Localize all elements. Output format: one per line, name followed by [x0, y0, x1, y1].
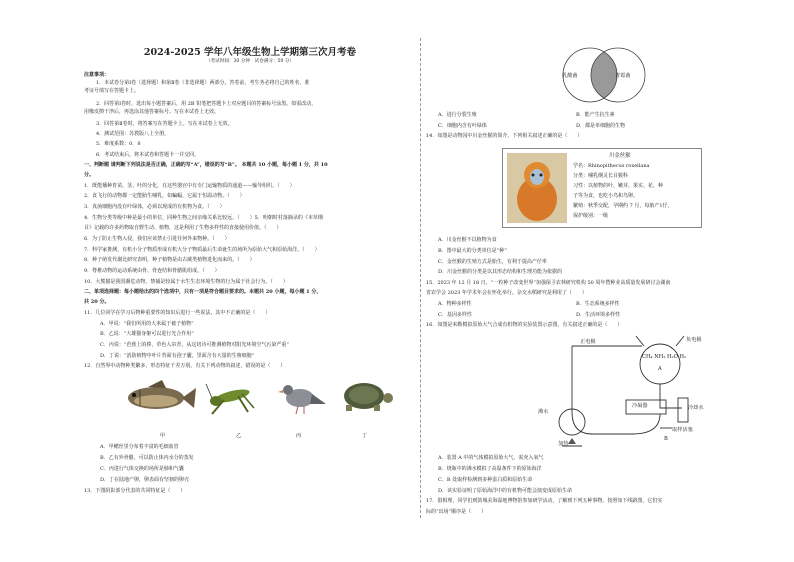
option: A．进行分裂生殖	[438, 112, 477, 118]
option: A．物种多样性	[438, 301, 472, 307]
question-15-cont: 省农学会 2023 年学术年会在怀化举行。杂交水稻研究是利用了（ ）	[426, 290, 587, 296]
pigeon-image	[278, 385, 326, 414]
animal-label: 丁	[362, 433, 368, 439]
option: C．丙进行气体交换的场所是肺和气囊	[100, 466, 184, 472]
page-title: 2024-2025 学年八年级生物上学期第三次月考卷	[143, 47, 357, 58]
option: A．甲说：“我们所用的大米属于被子植物”	[100, 321, 194, 327]
card-line: 学名：Rhinopithecus roxellana	[573, 163, 650, 169]
card-line: 分类：哺乳纲灵长目猴科	[573, 173, 629, 179]
card-line: 保护级别：一级	[573, 213, 609, 219]
monkey-info-card	[502, 148, 702, 228]
option: D．丁说：“消防植物中叶片背面有孢子囊，里面含有大量的生殖细胞”	[100, 353, 255, 359]
section2-heading-cont: 共 20 分。	[84, 299, 110, 305]
turtle-image	[344, 383, 393, 411]
question-17: 17．借相理，同学们到鼓城美海湿地博物馆参加研学活动，了解到下列五种事物。按照如下线路图，它们实	[426, 498, 663, 504]
judge-item: 9．脊椎动物的运动系统由骨、骨连结和骨骼肌组成。（ ）	[84, 268, 220, 274]
option: A．川金丝猴不以植物为食	[438, 237, 497, 243]
fish-image	[128, 380, 196, 409]
option: B．乙有外骨骼，可以防止体内水分的蒸发	[100, 455, 194, 461]
option: B．能产生抗生素	[576, 112, 615, 118]
card-line: 子等为食，也吃小鸟和鸟卵。	[573, 193, 639, 199]
question-13: 13．下图阴影部分代表的共同特征是（ ）	[84, 488, 186, 494]
option: C．B 处取样检测到多种蛋白质和原始生命	[438, 477, 533, 483]
option: B．乙说：“大雄猫身躯可以进行光合作用”	[100, 331, 194, 337]
notes-heading: 注意事项：	[84, 72, 110, 78]
gas-label: CH₄ NH₃ H₂O H₂	[642, 354, 687, 360]
heat-label: 加热	[558, 441, 569, 447]
note-line: 5．难度系数：0．8	[96, 141, 141, 147]
judge-item: 2．食飞行的动物都一定能胎生哺乳，如蝙蝠，它属于恒温动物。（ ）	[84, 193, 245, 199]
note-line: 4．测试范围：苏教版八上全册。	[96, 131, 170, 137]
monkey-image	[507, 153, 567, 223]
card-title: 川金丝猴	[609, 153, 631, 159]
judge-item: 1．既能播种育苗，茎、叶的分化，在这些器官中有专门运输物质的通道——输导组织。（ ）	[84, 183, 295, 189]
column-divider	[420, 38, 422, 518]
judge-item: 目》记载的许多药物取自野生动、植物，这是利用了生物多样性的直接使用价值。（ ）	[84, 225, 282, 231]
option: A．甲鳃丝里分布着丰富的毛细血管	[100, 444, 179, 450]
animal-label: 丙	[296, 433, 302, 439]
judge-item: 7．科学家推测，有机小分子物质形成有机大分子物质最后生命诞生的场所为原始大气和原始海洋。（ ）	[84, 247, 320, 253]
option: D．川金丝猴的分类是以其形态结构和生理功能为依据的	[438, 269, 563, 275]
option: D．都是单细胞的生物	[576, 123, 626, 129]
venn-label-right: 青霉菌	[615, 73, 631, 79]
option: C．金丝猴的生殖方式是胎生，有利于提高产仔率	[438, 259, 547, 265]
animals-figure	[120, 374, 396, 430]
option: C．基因多样性	[438, 312, 472, 318]
judge-item: 3．真菌细胞内没有叶绿体，必须以现成的有机物为食。（ ）	[84, 204, 225, 210]
option: D．丁在陆地产卵，卵表面有坚韧的卵壳	[100, 477, 190, 483]
condenser-label: 冷凝器	[632, 403, 648, 409]
card-line: 习性：以植物的叶、嫩芽、果实、花、种	[573, 183, 664, 189]
animal-label: 乙	[236, 433, 242, 439]
negative-electrode-label: 负电极	[686, 337, 702, 343]
note-line: 3．回答第Ⅱ卷时，将答案写在答题卡上。写在本试卷上无效。	[96, 121, 233, 127]
option: D．该实验证明了原始海洋中的有机物可能会演变成原始生命	[438, 488, 573, 494]
option: B．图中最大的分类单位是“种”	[438, 248, 507, 254]
venn-label-left: 乳酸菌	[562, 73, 578, 79]
note-line: 考证号填写在答题卡上。	[84, 88, 140, 94]
flask-label-a: A	[658, 366, 662, 372]
option: D．生活环境多样性	[576, 312, 621, 318]
positive-electrode-label: 正电极	[580, 339, 596, 345]
boiling-water-label: 沸水	[538, 409, 549, 415]
question-11: 11．几位同学在学习后物种重要性的知识后进行一些说法，其中不正确的是（ ）	[84, 310, 271, 316]
option: B．生态系统多样性	[576, 301, 620, 307]
note-line: 1．本试卷分第Ⅰ卷（选择题）和第Ⅱ卷（非选择题）两部分。答卷前，考生务必将自己的姓名、准	[96, 80, 310, 86]
question-17-cont: 际的“出场”顺序是（ ）	[426, 509, 487, 515]
option: B．烧瓶中的沸水模拟了高温条件下的原始海洋	[438, 466, 542, 472]
question-16: 16．如图是米勒模拟原始大气合成有机物的实验装置示意图，有关叙述正确的是（ ）	[426, 322, 623, 328]
animal-label: 甲	[160, 433, 166, 439]
option: C．丙说：“芭蕉上的捧，草色入帘青，从这切诗可推测植物对阳光环境空气污染严重”	[100, 342, 289, 348]
question-14: 14．如图是动物园中川金丝猴的简介，下列相关叙述正确的是（ ）	[426, 133, 583, 139]
judge-item: 10．大熊猫是我国濒危动物，禁捕是较属于水生生态环境生物的行为属于社会行为。（ ）	[84, 279, 288, 285]
cold-water-label: 冷却水	[688, 405, 704, 411]
exam-info: （考试时间：30 分钟 试卷满分：50 分）	[205, 59, 295, 64]
judge-item: 8．种子萌发代谢比研究表明，种子植物是由古蕨类植物进化而来的。（ ）	[84, 257, 255, 263]
question-15: 15．2023 年 12 月 18 日，“一粒种子改变世界”加强保卫农林研究机构 50 周年暨种业高质量发展研讨会湖南	[426, 280, 671, 286]
option: C．细胞内含有叶绿体	[438, 123, 487, 129]
note-line: 2．回答第Ⅰ卷时，选出每小题答案后，用 2B 铅笔把答题卡上对应题目的答案标号涂黑。如需改动，	[96, 101, 317, 107]
note-line: 用橡皮擦干净后，再选涂其他答案标号。写在本试卷上无效。	[84, 109, 220, 115]
grasshopper-image	[206, 384, 254, 414]
sampling-valve-label: 取样活塞	[672, 427, 693, 433]
section1-heading-cont: 分。	[84, 172, 95, 178]
judge-item: 6．为了防止生物入侵，我们应该禁止引进任何外来物种。（ ）	[84, 236, 230, 242]
section1-heading: 一、判断题 请判断下列说法是否正确，正确的写“A”，错误的写“B”。 本题共 10 小题，每小题 1 分，共 10	[84, 162, 328, 168]
section2-heading: 二、单项选择题：每小题给出的四个选项中，只有一项是符合题目要求的。本题共 20 小题，每小题 1 分，	[84, 289, 322, 295]
judge-item: 4．生物分类等级中种是最小的单位，同种生物之间亲缘关系比较远。（ ）5．明朝时村落摘录的《本草纲	[84, 215, 323, 221]
option: A．装置 A 中的气体模拟原始大气，需充入氧气	[438, 455, 544, 461]
note-line: 6．考试结束后，将本试卷和答题卡一并交回。	[96, 152, 200, 158]
flask-label-b: B	[664, 436, 668, 442]
question-12: 12．自然界中动物种类繁多，形态特征千差万别。有关下列动物的叙述，错误的是（ ）	[84, 363, 286, 369]
card-line: 繁殖：秋季交配，孕期约 7 月，每胎产1仔。	[573, 203, 673, 209]
